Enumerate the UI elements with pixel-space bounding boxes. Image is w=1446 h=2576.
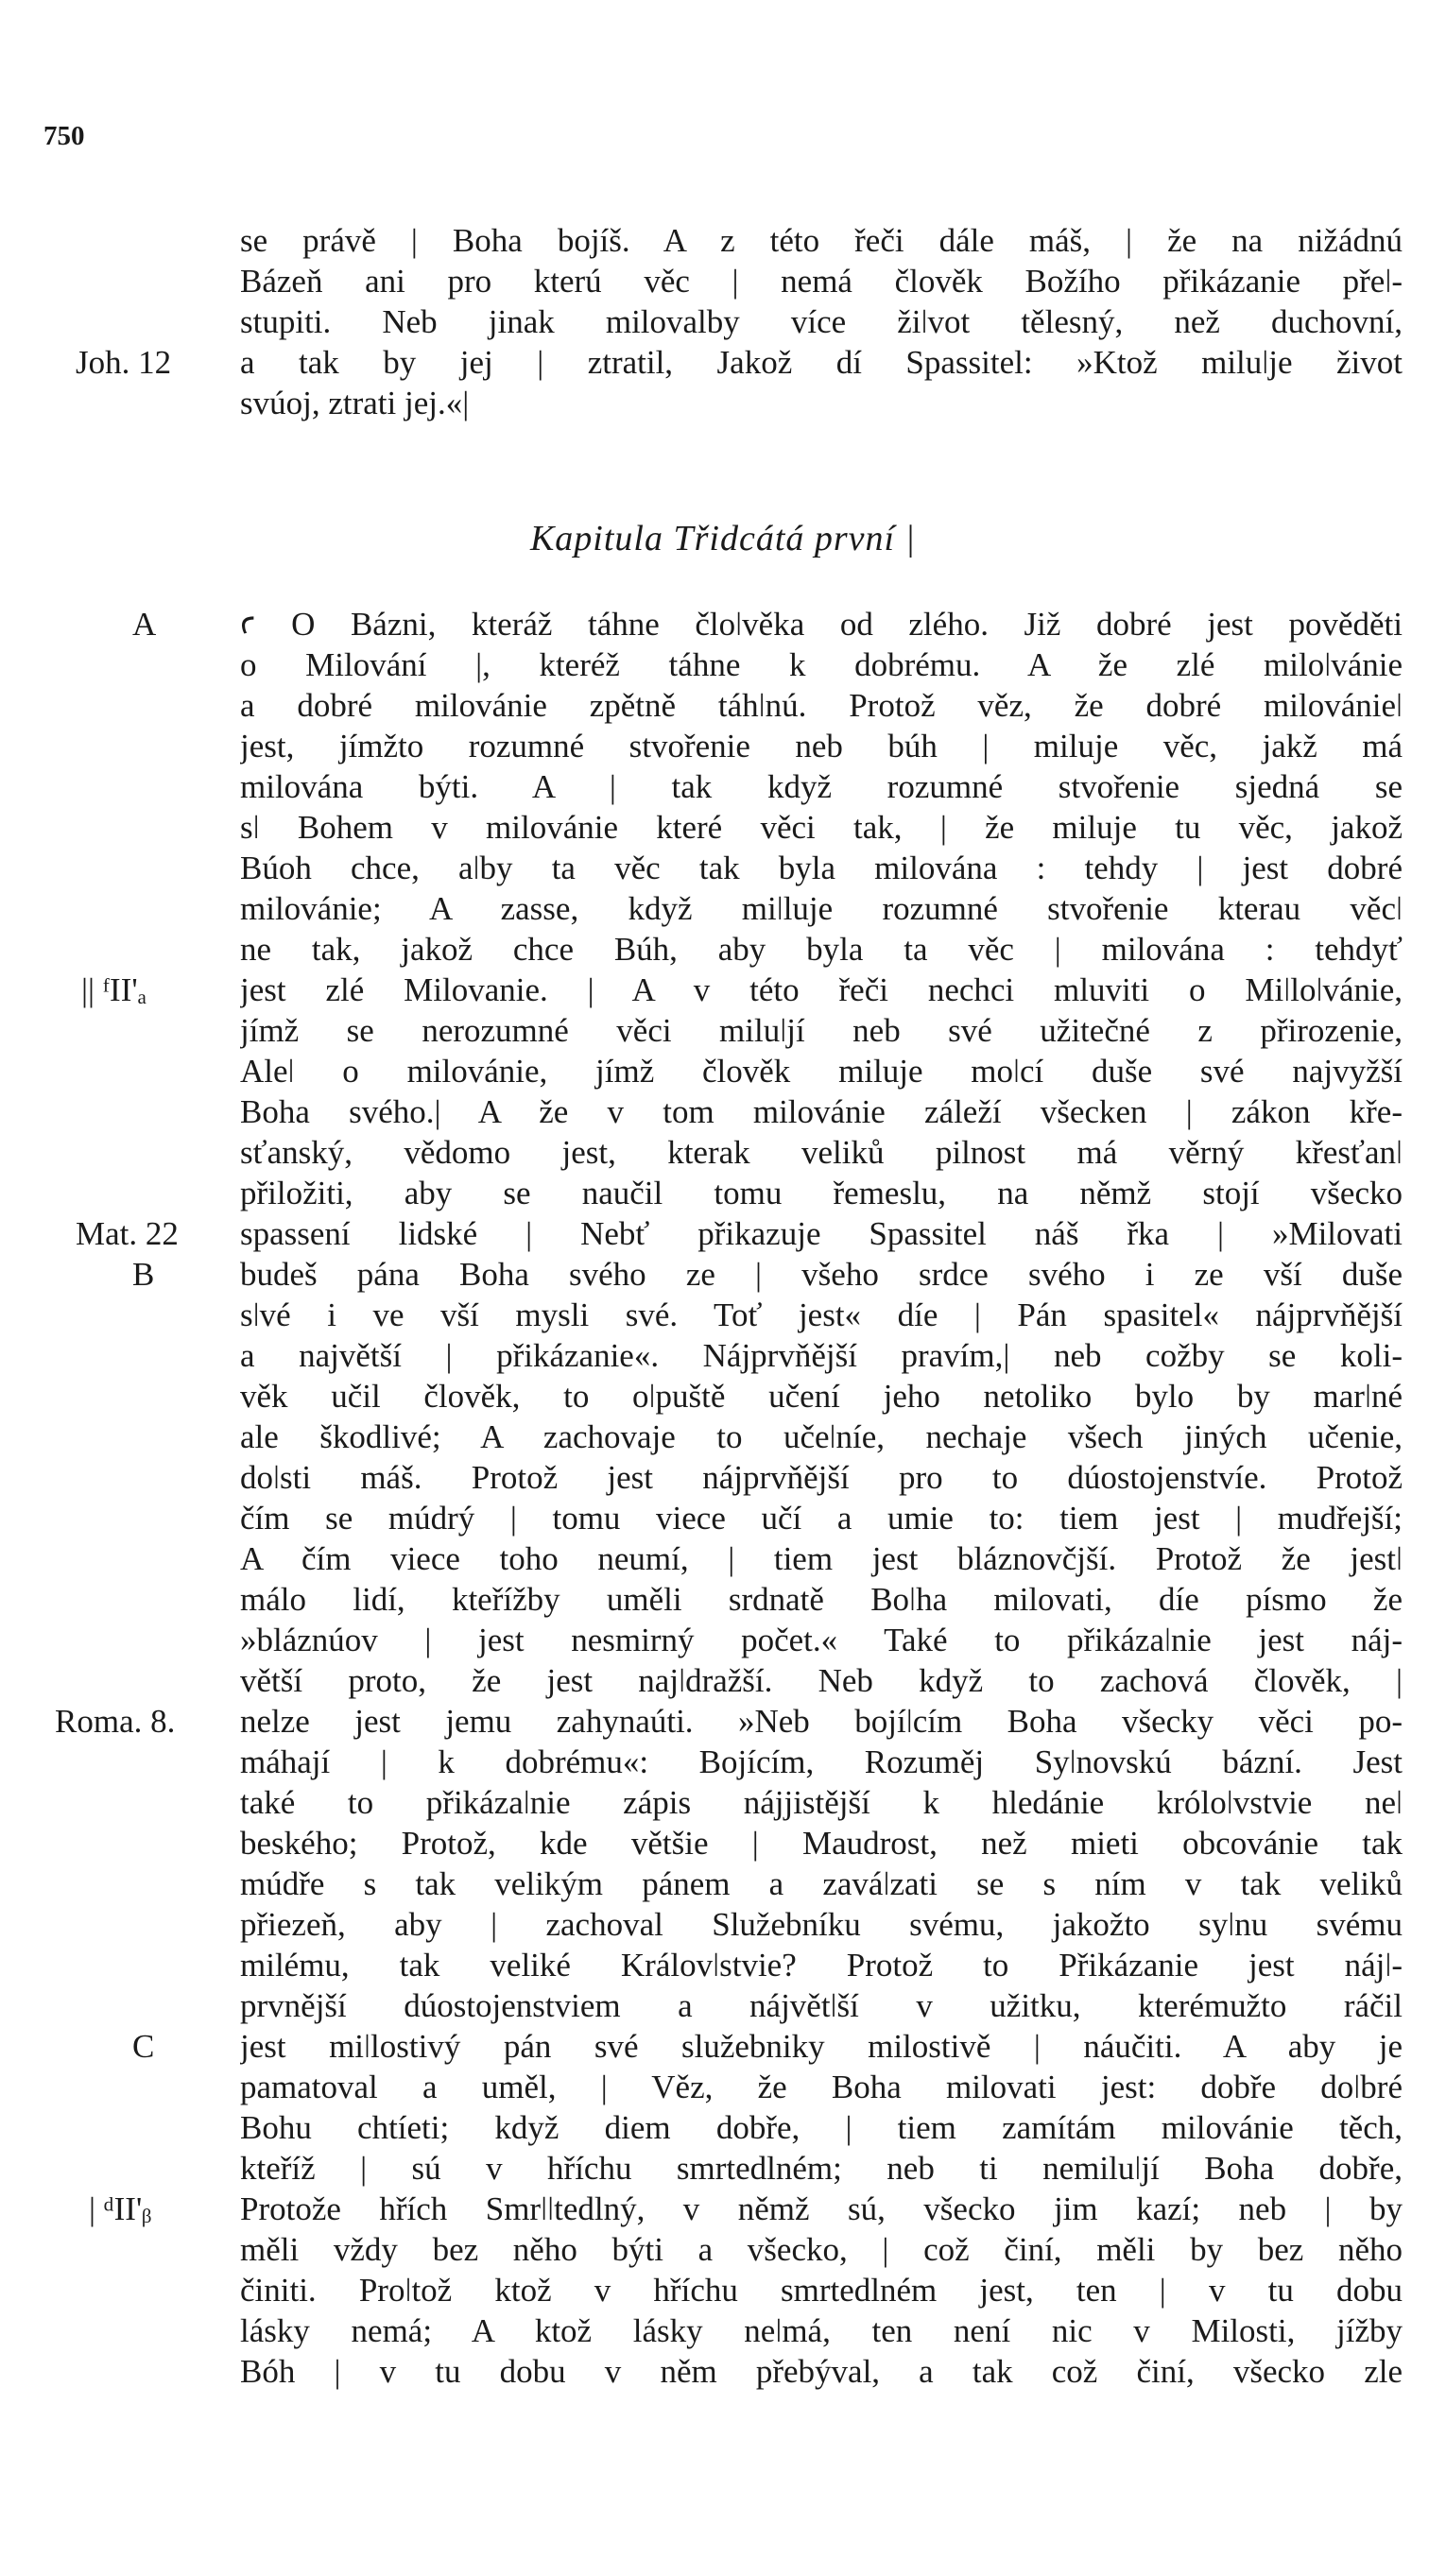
text-line: ale škodlivé; A zachovaje to učeǀníe, nechaje všech jiných učenie, [240, 1418, 1403, 1455]
text-line: měli vždy bez něho býti a všecko, | což činí, měli by bez něho [240, 2231, 1403, 2268]
text-line: přiložiti, aby se naučil tomu řemeslu, na němž stojí všecko [240, 1175, 1403, 1211]
margin-note-joh: Joh. 12 [76, 344, 172, 381]
text-line: milována býti. A | tak když rozumné stvořenie sjedná se [240, 768, 1403, 805]
text-line: větší proto, že jest najǀdražší. Neb když to zachová člověk, | [240, 1662, 1403, 1699]
text-line: jest miǀlostivý pán své služebniky milostivě | náučiti. A aby je [240, 2028, 1403, 2065]
text-line: Boha svého.| A že v tom milovánie záleží všecken | zákon kře- [240, 1093, 1403, 1130]
text-line: a tak by jej | ztratil, Jakož dí Spassitel: »Ktož miluǀje život [240, 344, 1403, 381]
margin-note-c: C [132, 2028, 155, 2065]
text-line: také to přikázaǀnie zápis nájjistější k hledánie króloǀvstvie neǀ [240, 1784, 1403, 1821]
text-line: prvnější dúostojenstviem a nájvětǀší v užitku, kterémužto ráčil [240, 1987, 1403, 2024]
text-line: věk učil člověk, to oǀpuště učení jeho netoliko bylo by marǀné [240, 1378, 1403, 1415]
text-line: Aleǀ o milovánie, jímž člověk miluje moǀcí duše své najvyžší [240, 1053, 1403, 1090]
text-line: sťanský, vědomo jest, kterak veliků pilnost má věrný křesťanǀ [240, 1134, 1403, 1171]
text-line: o Milování |, kteréž táhne k dobrému. A že zlé miloǀvánie [240, 646, 1403, 683]
text-line: spassení lidské | Nebť přikazuje Spassitel náš řka | »Milovati [240, 1215, 1403, 1252]
text-line: Bázeň ani pro kterú věc | nemá člověk Božího přikázanie přeǀ- [240, 263, 1403, 300]
text-line: lásky nemá; A ktož lásky neǀmá, ten není nic v Milosti, jížby [240, 2312, 1403, 2349]
margin-note-ii-a: || ᶠII'ₐ [81, 971, 147, 1008]
text-line: Bóh | v tu dobu v něm přebýval, a tak což činí, všecko zle [240, 2353, 1403, 2390]
margin-note-mat: Mat. 22 [76, 1215, 179, 1252]
text-line: přiezeň, aby | zachoval Služebníku svému, jakožto syǀnu svému [240, 1906, 1403, 1943]
text-line: Bohu chtíeti; když diem dobře, | tiem zamítám milovánie těch, [240, 2109, 1403, 2146]
text-line: doǀsti máš. Protož jest nájprvňější pro to dúostojenstvíe. Protož [240, 1459, 1403, 1496]
margin-note-roma: Roma. 8. [55, 1703, 176, 1740]
text-line: stupiti. Neb jinak milovalby více žiǀvot tělesný, než duchovní, [240, 303, 1403, 340]
text-line: máhají | k dobrému«: Bojícím, Rozuměj Syǀnovskú bázní. Jest [240, 1743, 1403, 1780]
text-line: kteříž | sú v hříchu smrtedlném; neb ti nemiluǀjí Boha dobře, [240, 2150, 1403, 2187]
text-line: se právě | Boha bojíš. A z této řeči dále máš, | že na nižádnú [240, 222, 1403, 259]
text-line: múdře s tak velikým pánem a zaváǀzati se s ním v tak veliků [240, 1865, 1403, 1902]
text-line: milovánie; A zasse, když miǀluje rozumné stvořenie kterau věcǀ [240, 890, 1403, 927]
text-line: málo lidí, kteřížby uměli srdnatě Boǀha milovati, díe písmo že [240, 1581, 1403, 1618]
text-line: čím se múdrý | tomu viece učí a umie to: tiem jest | mudřejší; [240, 1500, 1403, 1537]
text-line: jest, jímžto rozumné stvořenie neb búh | miluje věc, jakž má [240, 728, 1403, 764]
text-line: a dobré milovánie zpětně táhǀnú. Protož věz, že dobré milovánieǀ [240, 687, 1403, 724]
text-line: ne tak, jakož chce Búh, aby byla ta věc | milována : tehdyť [240, 931, 1403, 968]
text-line: »bláznúov | jest nesmirný počet.« Také to přikázaǀnie jest náj- [240, 1622, 1403, 1658]
text-line: jímž se nerozumné věci miluǀjí neb své užitečné z přirozenie, [240, 1012, 1403, 1049]
text-line: pamatoval a uměl, | Věz, že Boha milovati jest: dobře doǀbré [240, 2069, 1403, 2105]
page-number: 750 [43, 121, 85, 151]
margin-note-b: B [132, 1256, 155, 1293]
text-line: sǀvé i ve vší mysli své. Toť jest« díe | Pán spasitel« nájprvňější [240, 1297, 1403, 1333]
text-line: Protože hřích Smrǀǀtedlný, v němž sú, všecko jim kazí; neb | by [240, 2190, 1403, 2227]
text-line: svúoj, ztrati jej.«| [240, 385, 470, 421]
text-line: beského; Protož, kde většie | Maudrost, než mieti obcovánie tak [240, 1825, 1403, 1862]
text-line: ꜥ O Bázni, kteráž táhne čloǀvěka od zlého. Již dobré jest pověděti [240, 606, 1403, 643]
text-line: sǀ Bohem v milovánie které věci tak, | že miluje tu věc, jakož [240, 809, 1403, 846]
margin-note-a: A [132, 606, 157, 643]
margin-note-ii-b: | ᵈII'ᵦ [89, 2190, 152, 2227]
text-line: Búoh chce, aǀby ta věc tak byla milována : tehdy | jest dobré [240, 850, 1403, 886]
text-line: činiti. Proǀtož ktož v hříchu smrtedlném jest, ten | v tu dobu [240, 2272, 1403, 2309]
chapter-title: Kapitula Třidcátá první | [529, 519, 917, 558]
text-line: a najvětší | přikázanie«. Nájprvňější pravím,| neb cožby se koli- [240, 1337, 1403, 1374]
text-line: nelze jest jemu zahynaúti. »Neb bojíǀcím Boha všecky věci po- [240, 1703, 1403, 1740]
text-line: A čím viece toho neumí, | tiem jest bláznovčjší. Protož že jestǀ [240, 1540, 1403, 1577]
text-line: budeš pána Boha svého ze | všeho srdce svého i ze vší duše [240, 1256, 1403, 1293]
text-line: jest zlé Milovanie. | A v této řeči nechci mluviti o Miǀloǀvánie, [240, 971, 1403, 1008]
text-line: milému, tak veliké Královǀstvie? Protož to Přikázanie jest nájǀ- [240, 1947, 1403, 1984]
